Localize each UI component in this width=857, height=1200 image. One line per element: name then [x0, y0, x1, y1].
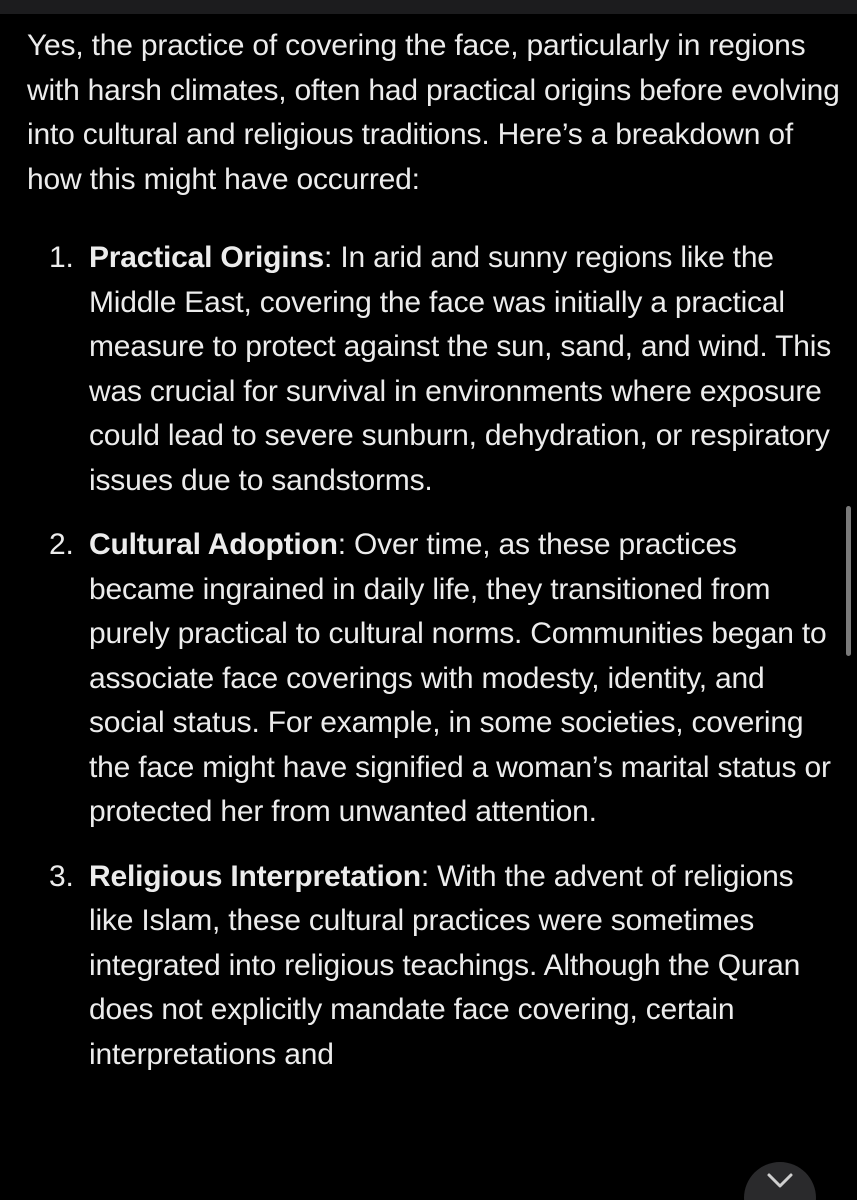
list-item [27, 855, 842, 1078]
list-item-text: : With the advent of religions like Islam, these cultural practices were sometimes integrated into religious teachings. Although the Quran does not explicitly mandate face covering, certain interpretations and [89, 859, 801, 1071]
list-item-term: Religious Interpretation [89, 859, 421, 893]
list-item-text: : In arid and sunny regions like the Middle East, covering the face was initially a practical measure to protect against the sun, sand, and wind. This was crucial for survival in environments where exposure could lead to severe sunburn, dehydration, or respiratory issues due to sandstorms. [89, 241, 832, 497]
list-item-text: : Over time, as these practices became ingrained in daily life, they transitioned from purely practical to cultural norms. Communities began to associate face coverings with modesty, identity, and social status. For example, in some societies, covering the face might have signified a woman’s marital status or protected her from unwanted attention. [89, 528, 831, 828]
list-number: 1. [49, 241, 74, 274]
list-item-term: Practical Origins [89, 241, 325, 274]
top-bar [0, 0, 857, 14]
list-number: 3. [49, 859, 74, 893]
list-item [27, 236, 842, 503]
scrollbar-thumb[interactable] [846, 506, 851, 656]
chevron-down-icon [765, 1172, 795, 1190]
intro-paragraph: Yes, the practice of covering the face, particularly in regions with harsh climates, often had practical origins before evolving into cultural and religious traditions. Here’s a breakdown of how this might have occurred: [27, 29, 840, 196]
numbered-list [27, 236, 842, 1077]
list-item [27, 523, 842, 835]
list-number: 2. [49, 528, 74, 561]
assistant-message [27, 24, 842, 1097]
scroll-down-button[interactable] [744, 1162, 816, 1200]
list-item-term: Cultural Adoption [89, 528, 338, 561]
